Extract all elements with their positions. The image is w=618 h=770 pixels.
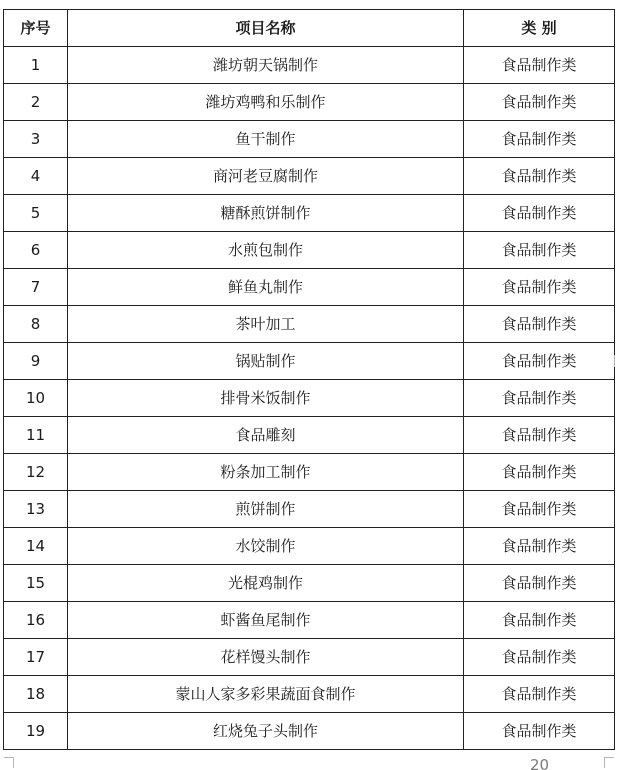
table-row	[4, 639, 615, 676]
cell-serial-number: 11	[4, 417, 68, 454]
cell-category: 食品制作类	[464, 639, 615, 676]
cell-serial-number: 14	[4, 528, 68, 565]
cell-serial-number: 13	[4, 491, 68, 528]
cell-category: 食品制作类	[464, 84, 615, 121]
table-row	[4, 380, 615, 417]
cell-project-name: 红烧兔子头制作	[68, 713, 464, 750]
cell-serial-number: 4	[4, 158, 68, 195]
cell-serial-number: 12	[4, 454, 68, 491]
cell-serial-number: 8	[4, 306, 68, 343]
table-body	[4, 47, 615, 750]
crop-mark-bottom-right	[604, 757, 614, 768]
table-row	[4, 528, 615, 565]
cell-serial-number: 9	[4, 343, 68, 380]
table-row	[4, 269, 615, 306]
table-row	[4, 47, 615, 84]
cell-serial-number: 16	[4, 602, 68, 639]
cell-project-name: 食品雕刻	[68, 417, 464, 454]
table-row	[4, 195, 615, 232]
cell-serial-number: 5	[4, 195, 68, 232]
cell-category: 食品制作类	[464, 380, 615, 417]
table-row	[4, 676, 615, 713]
crop-mark-bottom-left	[4, 757, 14, 768]
table-row	[4, 454, 615, 491]
cell-category: 食品制作类	[464, 602, 615, 639]
cell-project-name: 光棍鸡制作	[68, 565, 464, 602]
header-category: 类 别	[464, 10, 615, 47]
page-number: 20	[530, 756, 550, 770]
cell-serial-number: 10	[4, 380, 68, 417]
table-row	[4, 343, 615, 380]
table-row	[4, 602, 615, 639]
crop-mark-right	[614, 355, 618, 367]
cell-serial-number: 6	[4, 232, 68, 269]
cell-project-name: 潍坊鸡鸭和乐制作	[68, 84, 464, 121]
table-row	[4, 232, 615, 269]
cell-project-name: 花样馒头制作	[68, 639, 464, 676]
table-header-row	[4, 10, 615, 47]
cell-category: 食品制作类	[464, 491, 615, 528]
cell-serial-number: 2	[4, 84, 68, 121]
cell-serial-number: 7	[4, 269, 68, 306]
table-row	[4, 84, 615, 121]
cell-serial-number: 15	[4, 565, 68, 602]
table-row	[4, 417, 615, 454]
table-row	[4, 713, 615, 750]
cell-category: 食品制作类	[464, 565, 615, 602]
cell-project-name: 虾酱鱼尾制作	[68, 602, 464, 639]
cell-serial-number: 19	[4, 713, 68, 750]
cell-serial-number: 18	[4, 676, 68, 713]
cell-project-name: 锅贴制作	[68, 343, 464, 380]
cell-serial-number: 1	[4, 47, 68, 84]
cell-project-name: 粉条加工制作	[68, 454, 464, 491]
header-project-name: 项目名称	[68, 10, 464, 47]
table-row	[4, 306, 615, 343]
cell-category: 食品制作类	[464, 713, 615, 750]
cell-category: 食品制作类	[464, 47, 615, 84]
cell-project-name: 排骨米饭制作	[68, 380, 464, 417]
cell-serial-number: 3	[4, 121, 68, 158]
cell-category: 食品制作类	[464, 417, 615, 454]
cell-category: 食品制作类	[464, 158, 615, 195]
cell-category: 食品制作类	[464, 343, 615, 380]
cell-category: 食品制作类	[464, 676, 615, 713]
cell-project-name: 糖酥煎饼制作	[68, 195, 464, 232]
cell-project-name: 鲜鱼丸制作	[68, 269, 464, 306]
cell-category: 食品制作类	[464, 195, 615, 232]
cell-project-name: 煎饼制作	[68, 491, 464, 528]
cell-project-name: 蒙山人家多彩果蔬面食制作	[68, 676, 464, 713]
cell-category: 食品制作类	[464, 306, 615, 343]
cell-project-name: 水饺制作	[68, 528, 464, 565]
cell-category: 食品制作类	[464, 121, 615, 158]
table-row	[4, 491, 615, 528]
cell-project-name: 鱼干制作	[68, 121, 464, 158]
cell-category: 食品制作类	[464, 528, 615, 565]
cell-project-name: 茶叶加工	[68, 306, 464, 343]
cell-project-name: 潍坊朝天锅制作	[68, 47, 464, 84]
table-row	[4, 565, 615, 602]
cell-project-name: 商河老豆腐制作	[68, 158, 464, 195]
cell-category: 食品制作类	[464, 232, 615, 269]
project-table	[3, 9, 615, 750]
table-row	[4, 158, 615, 195]
table-row	[4, 121, 615, 158]
cell-category: 食品制作类	[464, 454, 615, 491]
cell-category: 食品制作类	[464, 269, 615, 306]
header-serial-number: 序号	[4, 10, 68, 47]
cell-project-name: 水煎包制作	[68, 232, 464, 269]
cell-serial-number: 17	[4, 639, 68, 676]
